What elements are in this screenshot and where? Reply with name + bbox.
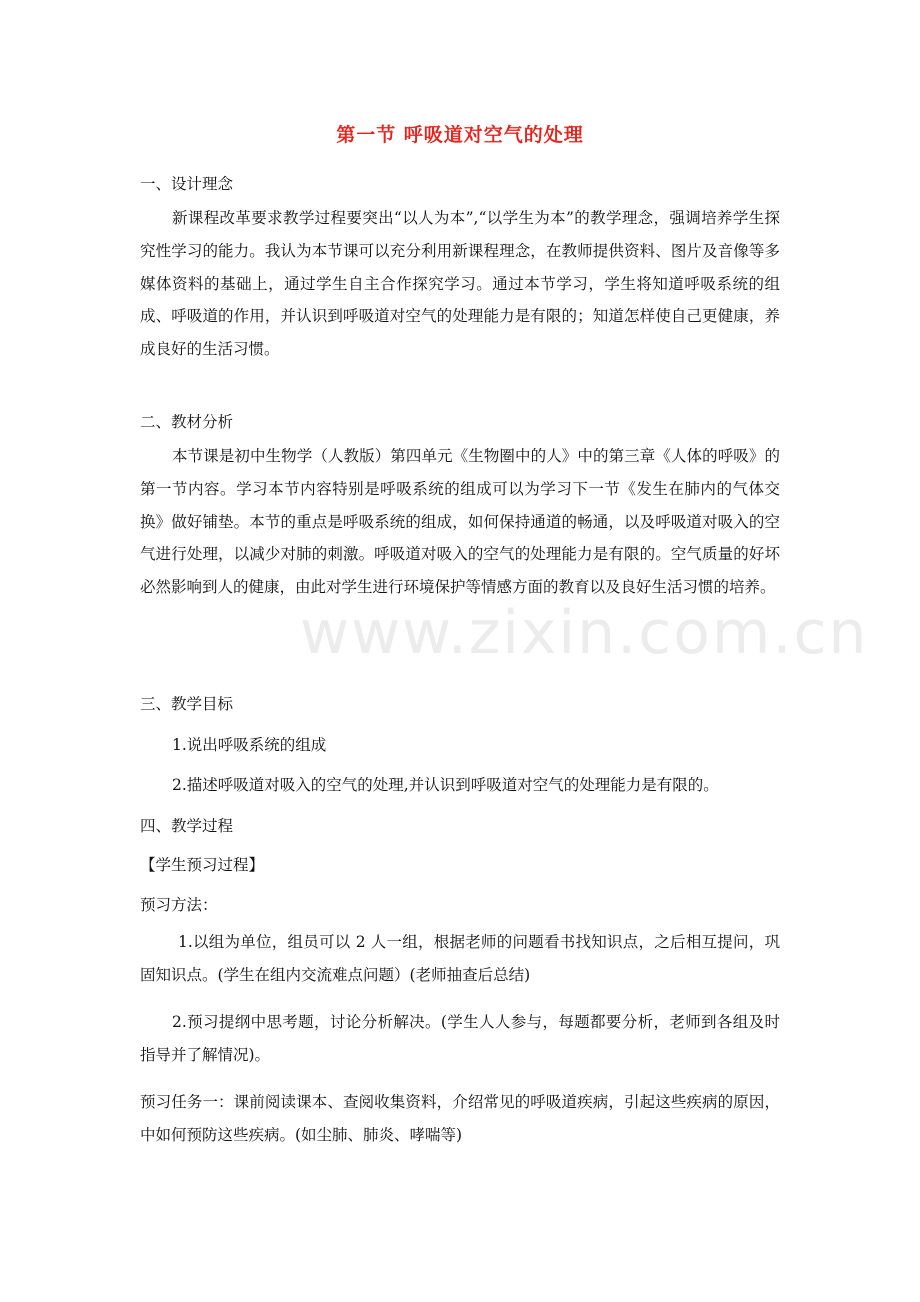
section-heading-1: 一、设计理念 bbox=[140, 175, 234, 193]
preview-task-1: 预习任务一：课前阅读课本、查阅收集资料，介绍常见的呼吸道疾病，引起这些疾病的原因，中如何预防这些疾病。(如尘肺、肺炎、哮喘等) bbox=[140, 1093, 780, 1144]
goal-2: 2.描述呼吸道对吸入的空气的处理,并认识到呼吸道对空气的处理能力是有限的。 bbox=[172, 776, 719, 794]
preview-method-label: 预习方法： bbox=[140, 896, 218, 914]
goal-1: 1.说出呼吸系统的组成 bbox=[172, 736, 327, 754]
section-heading-2: 二、教材分析 bbox=[140, 413, 234, 431]
section-heading-4: 四、教学过程 bbox=[140, 817, 234, 835]
sub-heading-preview: 【学生预习过程】 bbox=[140, 856, 265, 874]
document-title: 第一节 呼吸道对空气的处理 bbox=[336, 124, 584, 146]
watermark: www.zixin.com.cn bbox=[300, 598, 869, 668]
method-item-2: 2.预习提纲中思考题，讨论分析解决。(学生人人参与，每题都要分析，老师到各组及时指导并了解情况)。 bbox=[140, 1013, 780, 1064]
section-heading-3: 三、教学目标 bbox=[140, 695, 234, 713]
section-paragraph-1: 新课程改革要求教学过程要突出“以人为本”,“以学生为本”的教学理念，强调培养学生探究性学习的能力。我认为本节课可以充分利用新课程理念，在教师提供资料、图片及音像等多媒体资料的基础上，通过学生自主合作探究学习。通过本节学习，学生将知道呼吸系统的组成、呼吸道的作用，并认识到呼吸道对空气的处理能力是有限的；知道怎样使自己更健康，养成良好的生活习惯。 bbox=[140, 209, 780, 359]
section-paragraph-2: 本节课是初中生物学（人教版）第四单元《生物圈中的人》中的第三章《人体的呼吸》的第一节内容。学习本节内容特别是呼吸系统的组成可以为学习下一节《发生在肺内的气体交换》做好铺垫。本节的重点是呼吸系统的组成，如何保持通道的畅通，以及呼吸道对吸入的空气进行处理，以减少对肺的刺激。呼吸道对吸入的空气的处理能力是有限的。空气质量的好坏必然影响到人的健康，由此对学生进行环境保护等情感方面的教育以及良好生活习惯的培养。 bbox=[140, 447, 780, 597]
method-item-1: 1.以组为单位，组员可以 2 人一组，根据老师的问题看书找知识点，之后相互提问，巩固知识点。(学生在组内交流难点问题）(老师抽查后总结) bbox=[140, 933, 780, 984]
